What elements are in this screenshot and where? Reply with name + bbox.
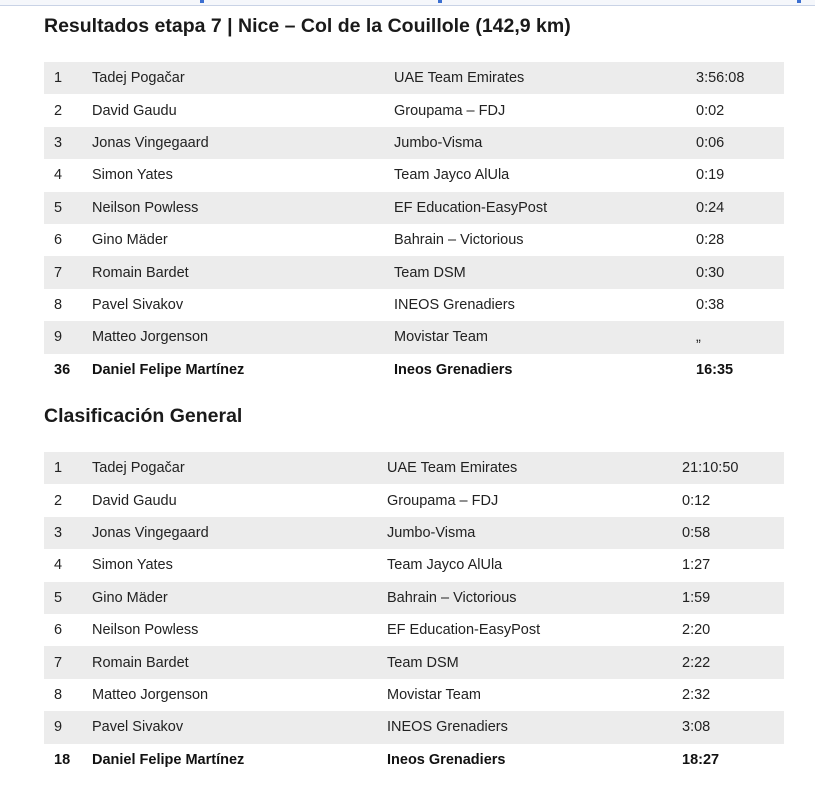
table-row <box>44 646 784 678</box>
time-cell: 0:24 <box>696 199 725 216</box>
time-cell: 1:59 <box>682 589 711 606</box>
team-cell: Team DSM <box>394 264 466 281</box>
stage-results-title: Resultados etapa 7 | Nice – Col de la Couillole (142,9 km) <box>44 15 571 37</box>
position-cell: 7 <box>54 654 63 671</box>
team-cell: Jumbo-Visma <box>387 524 476 541</box>
stage-results-table <box>44 62 784 386</box>
table-row <box>44 744 784 776</box>
divider-tick <box>438 0 442 3</box>
table-row <box>44 614 784 646</box>
rider-cell: Gino Mäder <box>92 232 168 249</box>
table-row <box>44 354 784 386</box>
table-row <box>44 62 784 94</box>
position-cell: 2 <box>54 102 63 119</box>
position-cell: 5 <box>54 199 63 216</box>
top-divider <box>0 0 815 6</box>
position-cell: 1 <box>54 70 63 87</box>
position-cell: 3 <box>54 134 63 151</box>
team-cell: UAE Team Emirates <box>394 70 525 87</box>
rider-cell: Matteo Jorgenson <box>92 329 209 346</box>
position-cell: 5 <box>54 589 63 606</box>
team-cell: Ineos Grenadiers <box>394 361 513 378</box>
table-row <box>44 94 784 126</box>
time-cell: 16:35 <box>696 361 734 378</box>
rider-cell: Romain Bardet <box>92 264 189 281</box>
table-row <box>44 484 784 516</box>
table-row <box>44 711 784 743</box>
team-cell: Team Jayco AlUla <box>387 557 503 574</box>
table-row <box>44 517 784 549</box>
time-cell: 0:19 <box>696 167 725 184</box>
position-cell: 36 <box>54 361 71 378</box>
table-row <box>44 192 784 224</box>
team-cell: INEOS Grenadiers <box>394 296 515 313</box>
time-cell: 2:20 <box>682 622 711 639</box>
time-cell: 2:32 <box>682 686 711 703</box>
time-cell: 0:12 <box>682 492 711 509</box>
rider-cell: Romain Bardet <box>92 654 189 671</box>
table-row <box>44 321 784 353</box>
position-cell: 9 <box>54 329 63 346</box>
table-row <box>44 289 784 321</box>
rider-cell: David Gaudu <box>92 492 177 509</box>
time-cell: 0:28 <box>696 232 725 249</box>
time-cell: 2:22 <box>682 654 711 671</box>
team-cell: Bahrain – Victorious <box>387 589 517 606</box>
rider-cell: Matteo Jorgenson <box>92 686 209 703</box>
divider-tick <box>200 0 204 3</box>
rider-cell: Tadej Pogačar <box>92 70 185 87</box>
position-cell: 8 <box>54 686 63 703</box>
rider-cell: Gino Mäder <box>92 589 168 606</box>
time-cell: 3:08 <box>682 719 711 736</box>
table-row <box>44 582 784 614</box>
time-cell: 0:30 <box>696 264 725 281</box>
rider-cell: Daniel Felipe Martínez <box>92 751 245 768</box>
team-cell: EF Education-EasyPost <box>387 622 541 639</box>
rider-cell: Simon Yates <box>92 557 173 574</box>
rider-cell: Tadej Pogačar <box>92 460 185 477</box>
time-cell: 18:27 <box>682 751 720 768</box>
team-cell: INEOS Grenadiers <box>387 719 508 736</box>
time-cell: 0:38 <box>696 296 725 313</box>
table-row <box>44 159 784 191</box>
table-row <box>44 127 784 159</box>
time-cell: 0:58 <box>682 524 711 541</box>
time-cell: 1:27 <box>682 557 711 574</box>
table-row <box>44 224 784 256</box>
rider-cell: Jonas Vingegaard <box>92 524 209 541</box>
team-cell: Groupama – FDJ <box>394 102 506 119</box>
time-cell: „ <box>696 329 701 346</box>
team-cell: Ineos Grenadiers <box>387 751 506 768</box>
rider-cell: Pavel Sivakov <box>92 719 184 736</box>
table-row <box>44 679 784 711</box>
rider-cell: David Gaudu <box>92 102 177 119</box>
rider-cell: Pavel Sivakov <box>92 296 184 313</box>
rider-cell: Neilson Powless <box>92 199 199 216</box>
rider-cell: Jonas Vingegaard <box>92 134 209 151</box>
team-cell: Movistar Team <box>387 686 482 703</box>
time-cell: 0:02 <box>696 102 725 119</box>
team-cell: UAE Team Emirates <box>387 460 518 477</box>
position-cell: 3 <box>54 524 63 541</box>
table-row <box>44 256 784 288</box>
position-cell: 18 <box>54 751 71 768</box>
position-cell: 7 <box>54 264 63 281</box>
position-cell: 8 <box>54 296 63 313</box>
team-cell: Groupama – FDJ <box>387 492 499 509</box>
rider-cell: Simon Yates <box>92 167 173 184</box>
position-cell: 6 <box>54 232 63 249</box>
divider-tick <box>797 0 801 3</box>
time-cell: 0:06 <box>696 134 725 151</box>
position-cell: 9 <box>54 719 63 736</box>
table-row <box>44 452 784 484</box>
table-row <box>44 549 784 581</box>
position-cell: 1 <box>54 460 63 477</box>
team-cell: Team Jayco AlUla <box>394 167 510 184</box>
general-classification-title: Clasificación General <box>44 405 243 427</box>
team-cell: Team DSM <box>387 654 459 671</box>
time-cell: 21:10:50 <box>682 460 739 477</box>
team-cell: Jumbo-Visma <box>394 134 483 151</box>
team-cell: Movistar Team <box>394 329 489 346</box>
position-cell: 4 <box>54 557 63 574</box>
team-cell: Bahrain – Victorious <box>394 232 524 249</box>
rider-cell: Neilson Powless <box>92 622 199 639</box>
rider-cell: Daniel Felipe Martínez <box>92 361 245 378</box>
position-cell: 4 <box>54 167 63 184</box>
time-cell: 3:56:08 <box>696 70 745 87</box>
position-cell: 6 <box>54 622 63 639</box>
general-classification-table <box>44 452 784 776</box>
position-cell: 2 <box>54 492 63 509</box>
team-cell: EF Education-EasyPost <box>394 199 548 216</box>
